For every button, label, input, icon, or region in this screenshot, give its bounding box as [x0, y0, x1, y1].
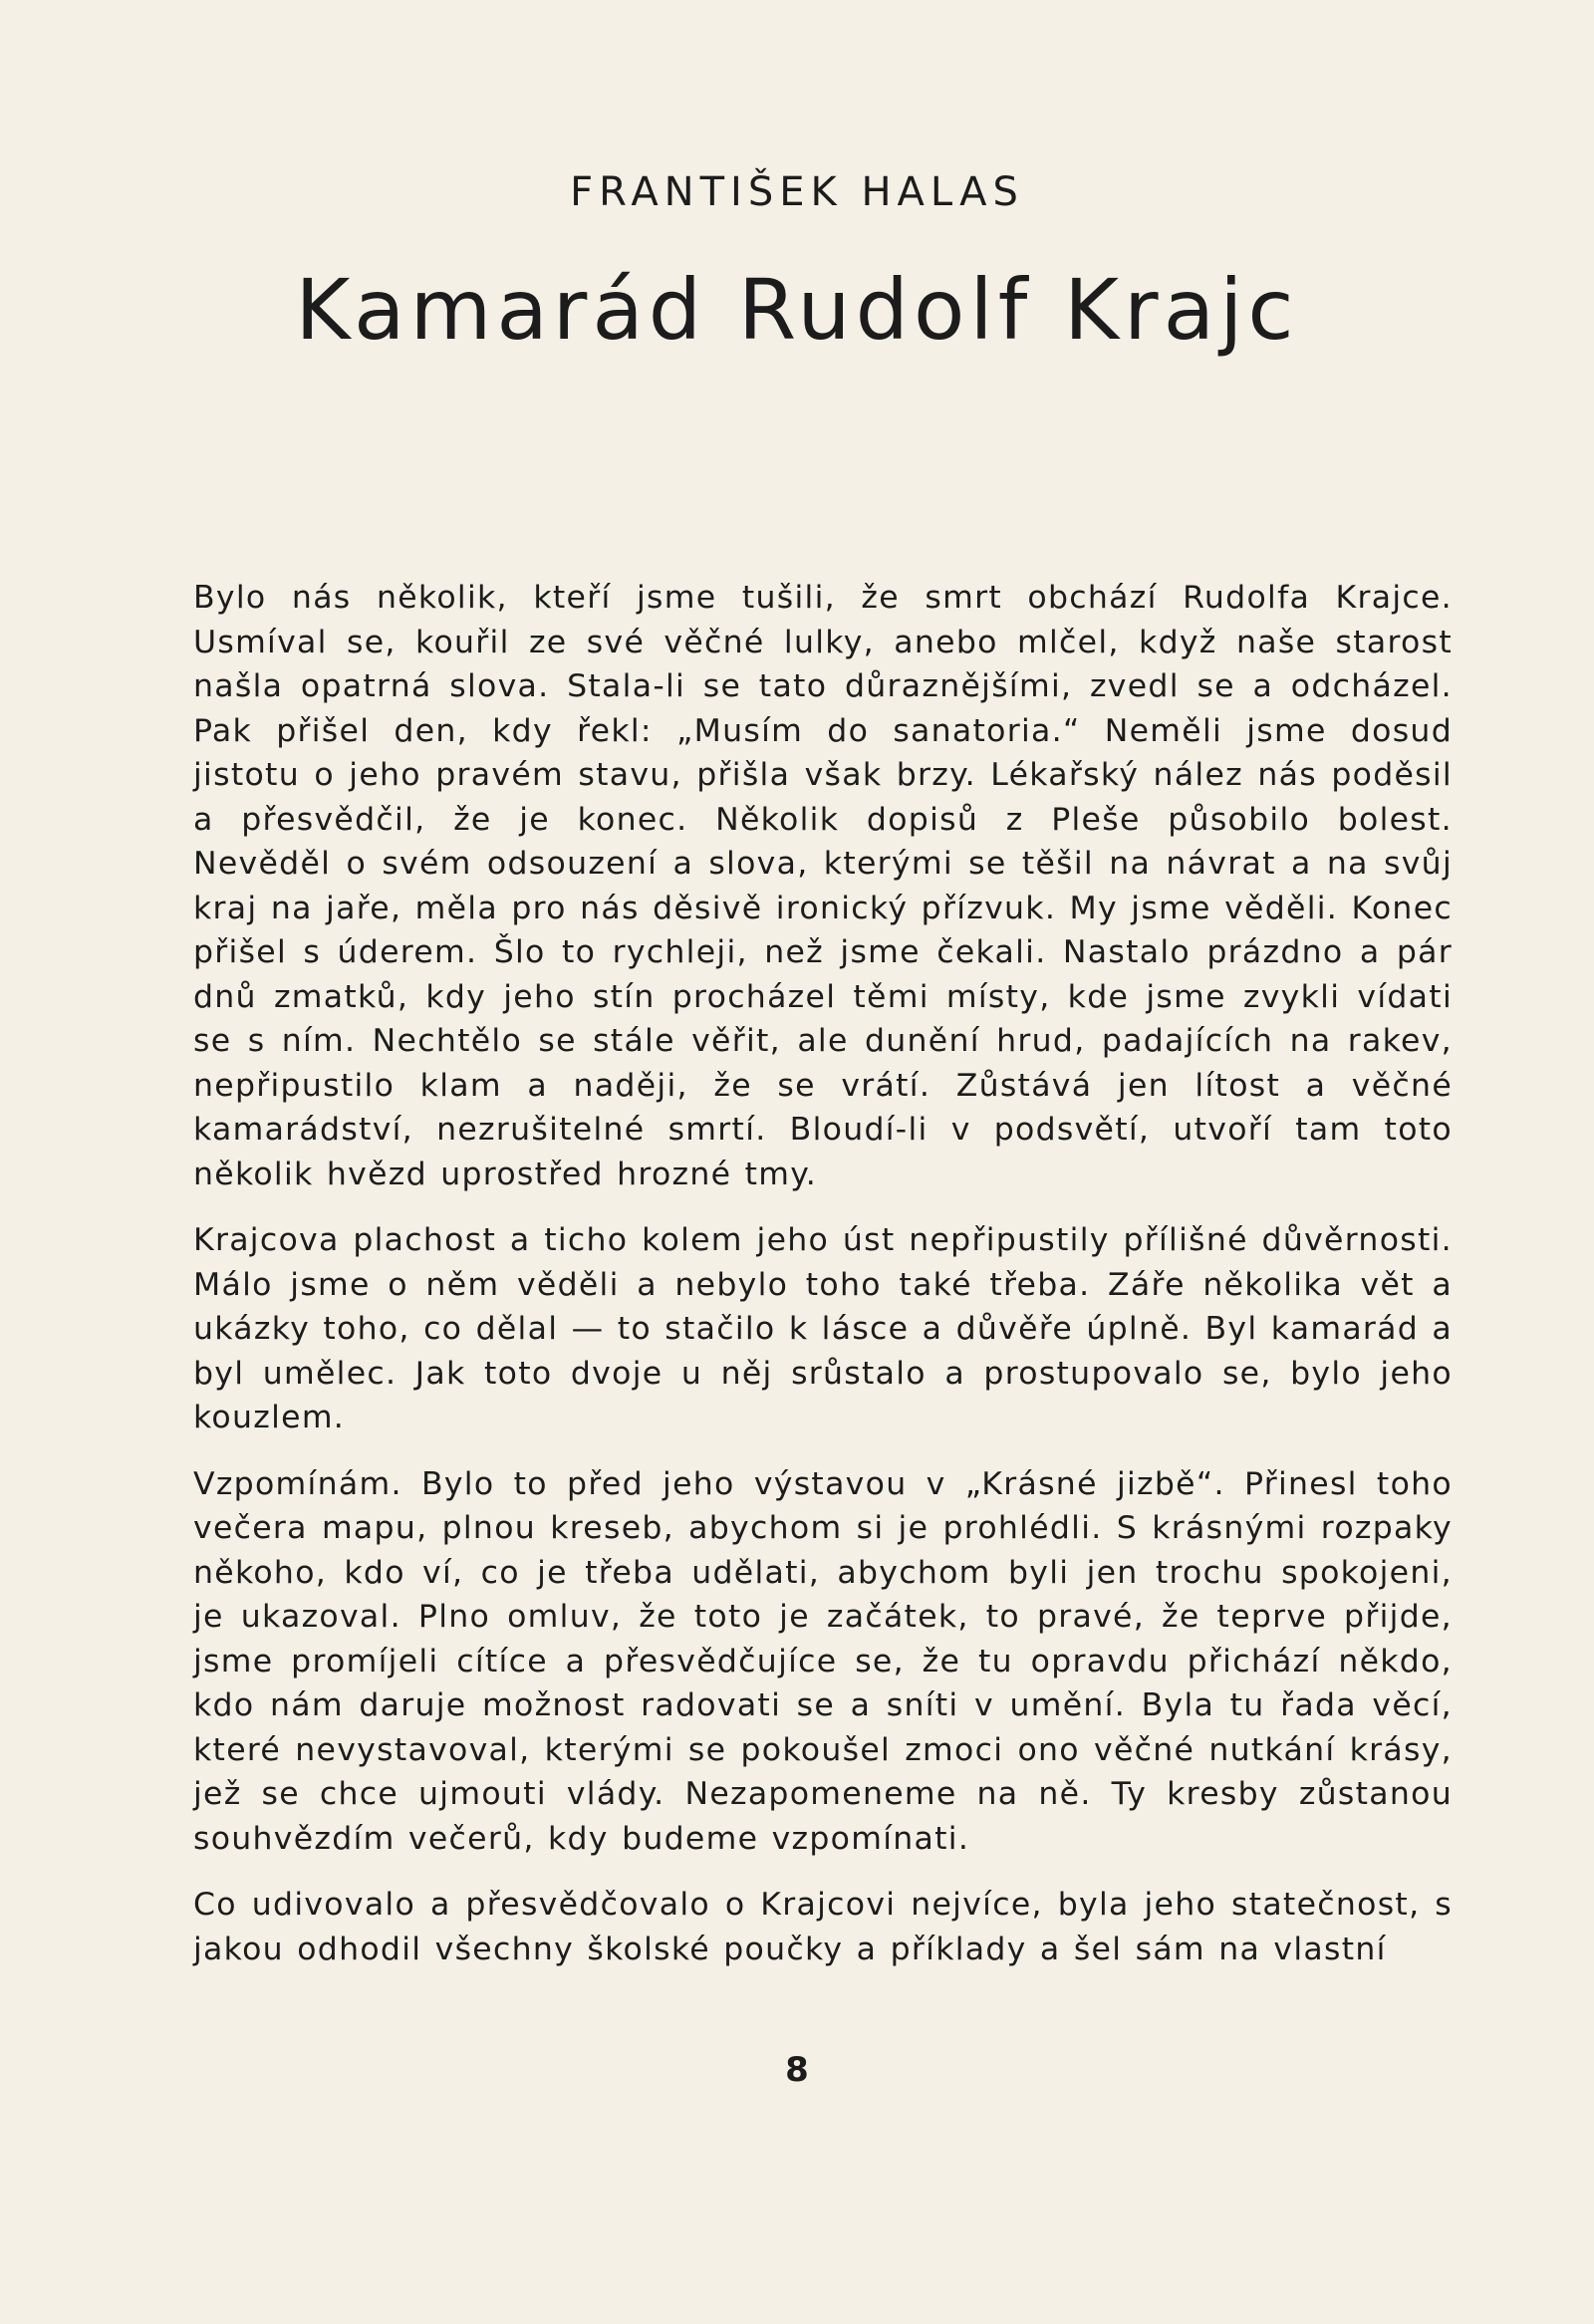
paragraph: Krajcova plachost a ticho kolem jeho úst nepřipustily přílišné důvěrnosti. Málo jsme o něm věděli a nebylo toho také třeba. Záře několika vět a ukázky toho, co dělal — to stačilo k lásce a důvěře úplně. Byl kamarád a byl umělec. Jak toto dvoje u něj srůstalo a prostupovalo se, bylo jeho kouzlem. — [193, 1222, 1453, 1435]
paragraph: Bylo nás několik, kteří jsme tušili, že smrt obchází Rudolfa Krajce. Usmíval se, kouřil ze své věčné lulky, anebo mlčel, když naše starost našla opatrná slova. Stala-li se tato důraznějšími, zvedl se a odcházel. Pak přišel den, kdy řekl: „Musím do sanatoria.“ Neměli jsme dosud jistotu o jeho pravém stavu, přišla však brzy. Lékařský nález nás poděsil a přesvědčil, že je konec. Několik dopisů z Pleše působilo bolest. Nevěděl o svém odsouzení a slova, kterými se těšil na návrat a na svůj kraj na jaře, měla pro nás děsivě ironický přízvuk. My jsme věděli. Konec přišel s úderem. Šlo to rychleji, než jsme čekali. Nastalo prázdno a pár dnů zmatků, kdy jeho stín procházel těmi místy, kde jsme zvykli vídati se s ním. Nechtělo se stále věřit, ale dunění hrud, padajících na rakev, nepřipustilo klam a naději, že se vrátí. Zůstává jen lítost a věčné kamarádství, nezrušitelné smrtí. Bloudí-li v podsvětí, utvoří tam toto několik hvězd uprostřed hrozné tmy. — [193, 580, 1453, 1192]
author-name: FRANTIŠEK HALAS — [570, 169, 1024, 215]
article-title: Kamarád Rudolf Krajc — [295, 261, 1299, 359]
paragraph: Co udivovalo a přesvědčovalo o Krajcovi nejvíce, byla jeho statečnost, s jakou odhodil všechny školské poučky a příklady a šel sám na vlastní — [193, 1887, 1453, 1967]
page-number: 8 — [785, 2050, 809, 2090]
article-body — [193, 576, 1453, 1993]
paragraph: Vzpomínám. Bylo to před jeho výstavou v „Krásné jizbě“. Přinesl toho večera mapu, plnou kreseb, abychom si je prohlédli. S krásnými rozpaky někoho, kdo ví, co je třeba udělati, abychom byli jen trochu spokojeni, je ukazoval. Plno omluv, že toto je začátek, to pravé, že teprve přijde, jsme promíjeli cítíce a přesvědčujíce se, že tu opravdu přichází někdo, kdo nám daruje možnost radovati se a sníti v umění. Byla tu řada věcí, které nevystavoval, kterými se pokoušel zmoci ono věčné nutkání krásy, jež se chce ujmouti vlády. Nezapomeneme na ně. Ty kresby zůstanou souhvězdím večerů, kdy budeme vzpomínati. — [193, 1465, 1453, 1857]
